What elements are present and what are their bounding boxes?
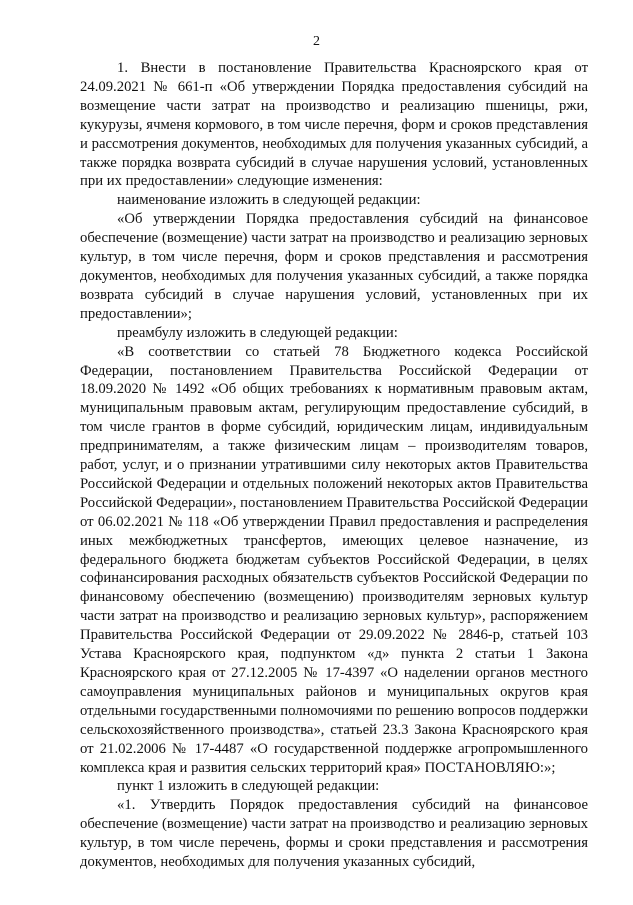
new-point-1-text: «1. Утвердить Порядок предоставления субсидий на финансовое обеспечение (возмещение) части затрат на производство и реализацию зерновых культур, в том числе перечень, формы и сроки представления и рассмотрения документов, необходимых для получения указанных субсидий, [80, 797, 588, 871]
preamble-change-instruction: преамбулу изложить в следующей редакции: [117, 324, 398, 341]
point-1-change-instruction: пункт 1 изложить в следующей редакции: [117, 778, 380, 795]
new-title-text: «Об утверждении Порядка предоставления субсидий на финансовое обеспечение (возмещение) части затрат на производство и реализацию зерновых культур, в том числе перечня, форм и сроков представления и рассмотрения документов, необходимых для получения указанных субсидий, а также порядка возврата субсидий в случае нарушения условий, установленных при их предоставлении»; [80, 211, 588, 322]
title-change-instruction: наименование изложить в следующей редакции: [117, 192, 421, 209]
document-body [80, 59, 588, 872]
page-number: 2 [313, 34, 320, 49]
amendment-paragraph-1: 1. Внести в постановление Правительства Красноярского края от 24.09.2021 № 661-п «Об утверждении Порядка предоставления субсидий на возмещение части затрат на производство и реализацию пшеницы, ржи, кукурузы, ячменя кормового, в том числе перечня, форм и сроков представления и рассмотрения документов, необходимых для получения указанных субсидий, а также порядка возврата субсидий в случае нарушения условий, установленных при их предоставлении» следующие изменения: [80, 60, 588, 190]
new-preamble-text: «В соответствии со статьей 78 Бюджетного кодекса Российской Федерации, постановлением Правительства Российской Федерации от 18.09.2020 № 1492 «Об общих требованиях к нормативным правовым актам, муниципальным правовым актам, регулирующим предоставление субсидий, в том числе грантов в форме субсидий, юридическим лицам, индивидуальным предпринимателям, а также физическим лицам – производителям товаров, работ, услуг, и о признании утратившими силу некоторых актов Правительства Российской Федерации и отдельных положений некоторых актов Правительства Российской Федерации», постановлением Правительства Российской Федерации от 06.02.2021 № 118 «Об утверждении Правил предоставления и распределения иных межбюджетных трансфертов, имеющих целевое назначение, из федерального бюджета бюджетам субъектов Российской Федерации, в целях софинансирования расходных обязательств субъектов Российской Федерации по финансовому обеспечению (возмещению) производителям зерновых культур части затрат на производство и реализацию зерновых культур», распоряжением Правительства Российской Федерации от 29.09.2022 № 2846-р, статьей 103 Устава Красноярского края, подпунктом «д» пункта 2 статьи 1 Закона Красноярского края от 27.12.2005 № 17-4397 «О наделении органов местного самоуправления муниципальных районов и муниципальных округов края отдельными государственными полномочиями по решению вопросов поддержки сельскохозяйственного производства», статьей 23.3 Закона Красноярского края от 21.02.2006 № 17-4487 «О государственной поддержке агропромышленного комплекса края и развития сельских территорий края» ПОСТАНОВЛЯЮ:»; [80, 343, 588, 776]
